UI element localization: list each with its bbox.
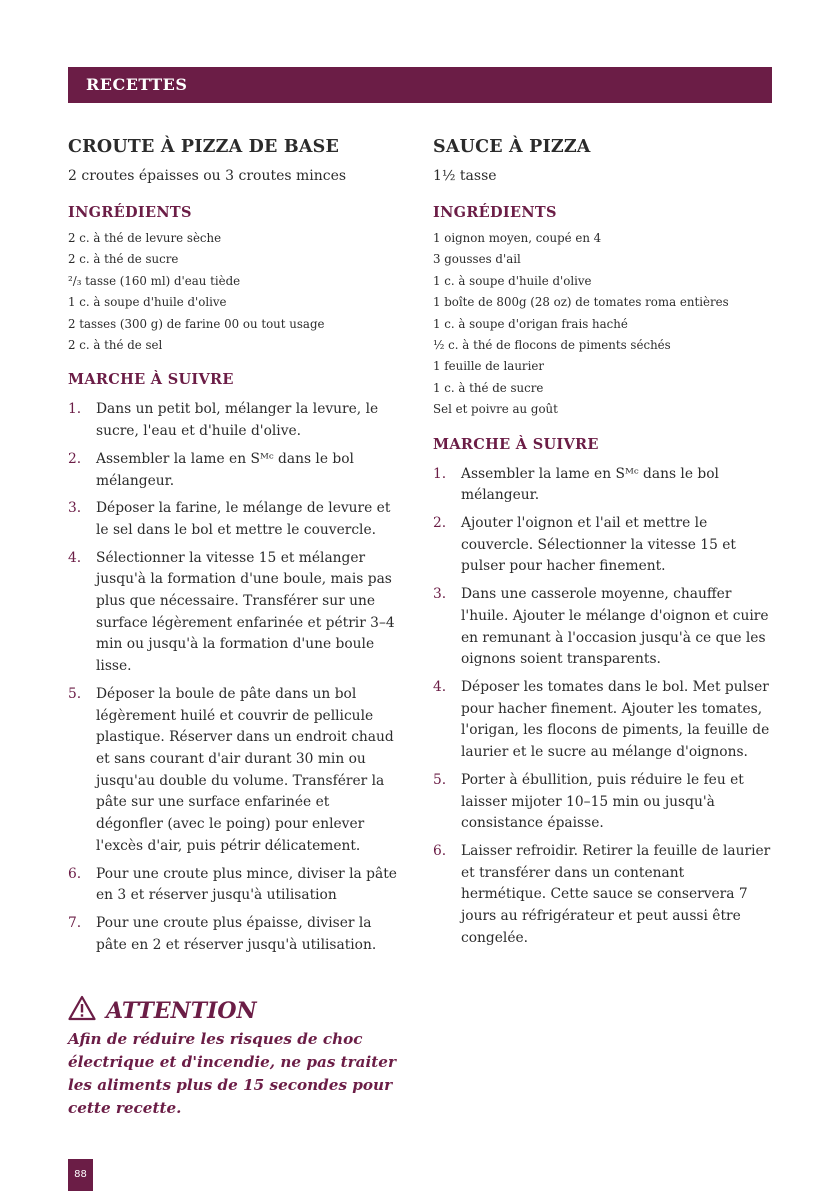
- ingredient-item: ½ c. à thé de flocons de piments séchés: [433, 338, 671, 353]
- step-item: [433, 841, 773, 950]
- steps-heading: MARCHE À SUIVRE: [68, 371, 234, 389]
- step-number: 5.: [68, 685, 82, 702]
- ingredient-item: 2 tasses (300 g) de farine 00 ou tout usage: [68, 316, 325, 331]
- attention-notice: [68, 996, 408, 1120]
- step-item: [68, 498, 398, 541]
- step-item: [433, 513, 773, 578]
- step-item: [68, 913, 398, 956]
- step-text: Sélectionner la vitesse 15 et mélanger jusqu'à la formation d'une boule, mais pas plus que nécessaire. Transférer sur une surface légèrement enfarinée et pétrir 3–4 min ou jusqu'à la formation d'une boule lisse.: [96, 549, 395, 675]
- step-text: Assembler la lame en Sᴹᶜ dans le bol mélangeur.: [461, 465, 719, 504]
- ingredients-heading: INGRÉDIENTS: [68, 204, 192, 221]
- step-item: [68, 684, 398, 858]
- attention-heading: ATTENTION: [106, 998, 257, 1024]
- step-number: 5.: [433, 771, 447, 788]
- step-text: Dans une casserole moyenne, chauffer l'huile. Ajouter le mélange d'oignon et cuire en remunant à l'occasion jusqu'à ce que les oignons soient transparents.: [461, 586, 769, 668]
- ingredient-item: 2 c. à thé de sucre: [68, 252, 179, 267]
- step-item: [68, 449, 398, 492]
- ingredients-list: [433, 228, 773, 421]
- step-text: Pour une croute plus épaisse, diviser la pâte en 2 et réserver jusqu'à utilisation.: [96, 914, 377, 953]
- step-text: Déposer la boule de pâte dans un bol légèrement huilé et couvrir de pellicule plastique. Réserver dans un endroit chaud et sans courant d'air durant 30 min ou jusqu'au double du volume. Transférer la pâte sur une surface enfarinée et dégonfler (avec le poing) pour enlever l'excès d'air, puis pétrir délicatement.: [96, 685, 394, 854]
- step-number: 4.: [68, 549, 82, 566]
- ingredient-item: 1 c. à soupe d'huile d'olive: [433, 273, 592, 288]
- header-title: RECETTES: [86, 75, 188, 94]
- step-number: 4.: [433, 678, 447, 695]
- step-text: Déposer la farine, le mélange de levure et le sel dans le bol et mettre le couvercle.: [96, 500, 391, 538]
- ingredient-item: 1 boîte de 800g (28 oz) de tomates roma entières: [433, 295, 729, 310]
- step-number: 3.: [68, 500, 82, 517]
- step-item: [433, 584, 773, 671]
- ingredient-item: 1 oignon moyen, coupé en 4: [433, 231, 602, 245]
- recipe-yield: 1½ tasse: [433, 168, 497, 184]
- attention-heading-row: [68, 996, 408, 1026]
- page-number: 88: [68, 1159, 93, 1191]
- step-number: 1.: [68, 401, 82, 418]
- recipe-title: CROUTE À PIZZA DE BASE: [68, 137, 340, 157]
- step-number: 6.: [433, 842, 447, 859]
- ingredient-item: 1 feuille de laurier: [433, 359, 544, 374]
- step-item: [68, 864, 398, 907]
- ingredients-heading: INGRÉDIENTS: [433, 204, 557, 221]
- step-number: 6.: [68, 865, 82, 882]
- ingredient-item: 2 c. à thé de sel: [68, 338, 163, 353]
- step-number: 3.: [433, 586, 447, 603]
- ingredient-item: 2 c. à thé de levure sèche: [68, 231, 222, 245]
- step-text: Ajouter l'oignon et l'ail et mettre le couvercle. Sélectionner la vitesse 15 et pulser pour hacher finement.: [461, 515, 736, 575]
- header-bar: [68, 67, 772, 103]
- ingredient-item: 1 c. à thé de sucre: [433, 380, 544, 395]
- step-text: Assembler la lame en Sᴹᶜ dans le bol mélangeur.: [96, 450, 354, 489]
- step-number: 1.: [433, 465, 447, 482]
- steps-list: [68, 399, 398, 956]
- step-text: Laisser refroidir. Retirer la feuille de laurier et transférer dans un contenant hermétique. Cette sauce se conservera 7 jours au réfrigérateur et peut aussi être congelée.: [461, 842, 771, 946]
- step-number: 7.: [68, 914, 82, 931]
- recipe-pizza-crust: [68, 136, 398, 956]
- recipe-title: SAUCE À PIZZA: [433, 137, 591, 157]
- step-number: 2.: [433, 515, 447, 532]
- step-text: Pour une croute plus mince, diviser la pâte en 3 et réserver jusqu'à utilisation: [96, 865, 397, 904]
- steps-heading: MARCHE À SUIVRE: [433, 435, 599, 453]
- attention-text: Afin de réduire les risques de choc électrique et d'incendie, ne pas traiter les aliments plus de 15 secondes pour cette recette.: [68, 1030, 396, 1117]
- ingredient-item: Sel et poivre au goût: [433, 402, 558, 417]
- step-text: Déposer les tomates dans le bol. Met pulser pour hacher finement. Ajouter les tomates, l'origan, les flocons de piments, la feuille de laurier et le sucre au mélange d'oignons.: [461, 678, 770, 761]
- ingredient-item: ²/₃ tasse (160 ml) d'eau tiède: [68, 273, 241, 288]
- step-item: [68, 548, 398, 678]
- ingredient-item: 1 c. à soupe d'huile d'olive: [68, 295, 227, 310]
- step-item: [433, 464, 773, 507]
- recipe-yield: 2 croutes épaisses ou 3 croutes minces: [68, 168, 347, 184]
- step-item: [433, 677, 773, 764]
- step-item: [433, 770, 773, 835]
- recipe-pizza-sauce: [433, 136, 773, 949]
- warning-icon: [68, 995, 106, 1027]
- ingredients-list: [68, 228, 398, 356]
- step-text: Dans un petit bol, mélanger la levure, le sucre, l'eau et d'huile d'olive.: [96, 401, 379, 440]
- step-item: [68, 399, 398, 442]
- steps-list: [433, 464, 773, 950]
- step-number: 2.: [68, 450, 82, 467]
- step-text: Porter à ébullition, puis réduire le feu et laisser mijoter 10–15 min ou jusqu'à consistance épaisse.: [461, 771, 744, 832]
- ingredient-item: 1 c. à soupe d'origan frais haché: [433, 316, 628, 331]
- ingredient-item: 3 gousses d'ail: [433, 252, 521, 267]
